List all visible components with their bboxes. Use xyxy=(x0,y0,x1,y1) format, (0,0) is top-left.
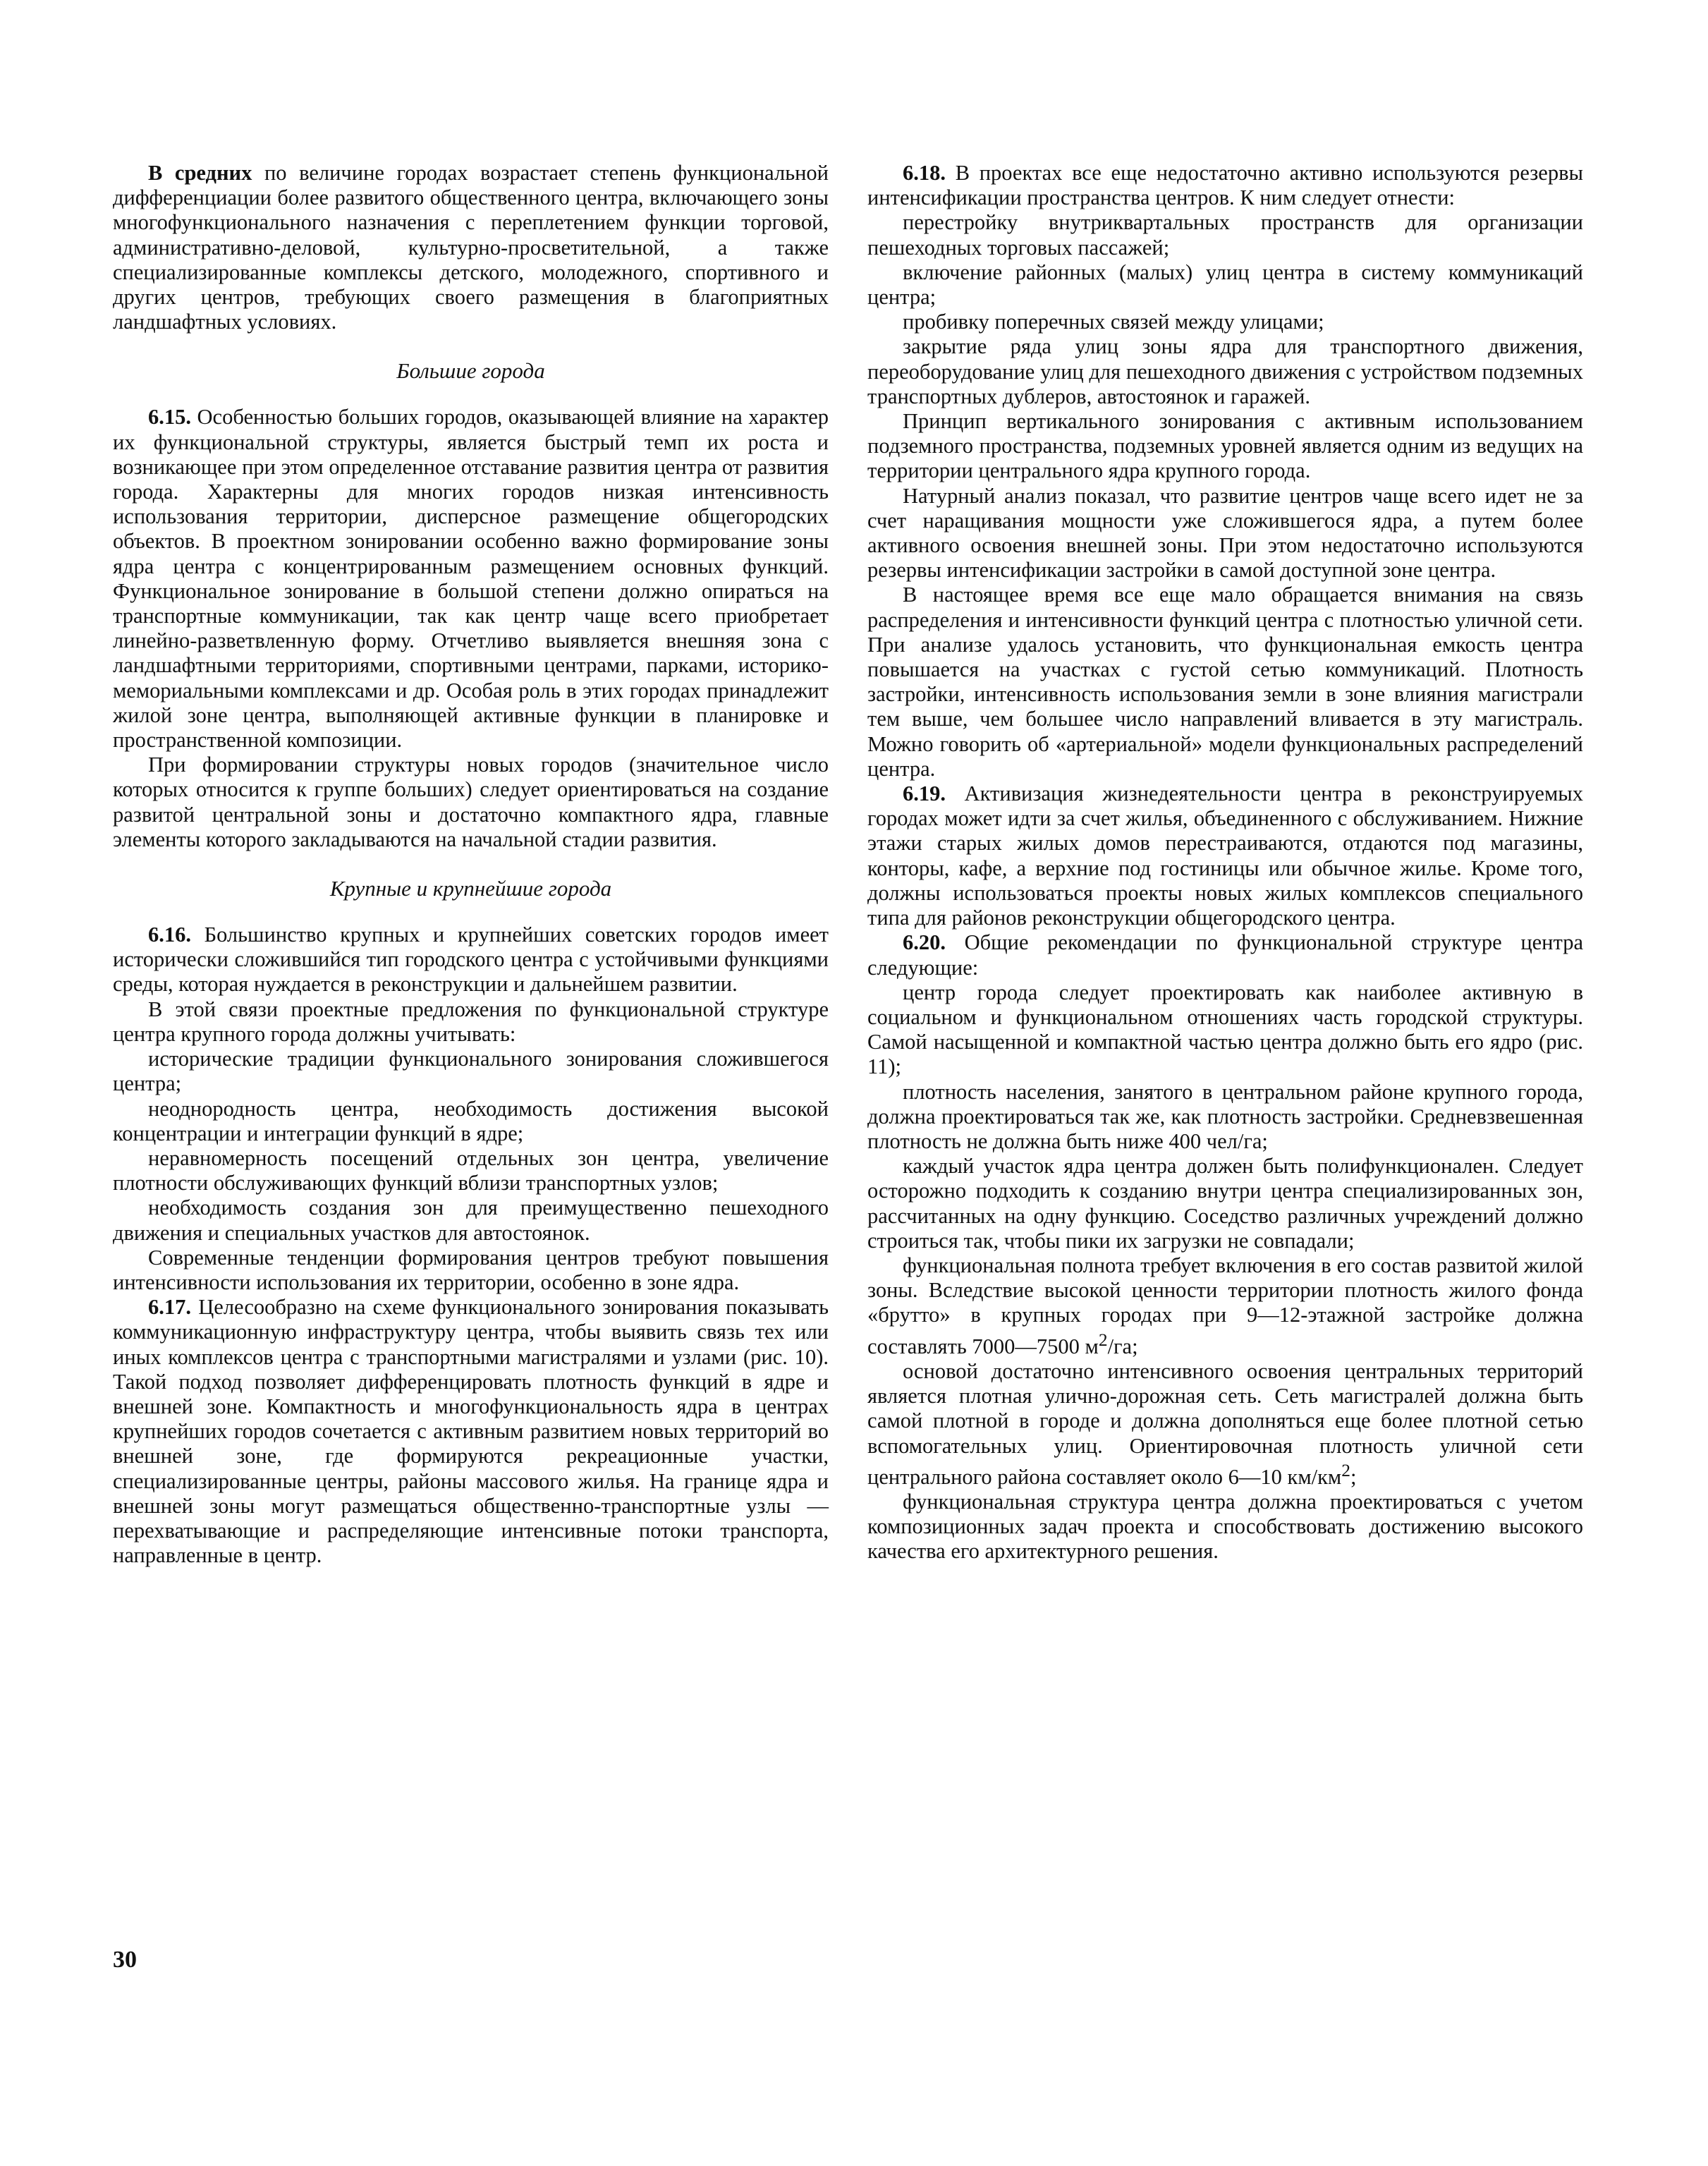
clause-number: 6.19. xyxy=(903,781,946,806)
list-item: включение районных (малых) улиц центра в систему коммуникаций центра; xyxy=(867,260,1583,310)
list-item: центр города следует проектировать как наиболее активную в социальном и функциональном отношениях часть городской структуры. Самой насыщенной и компактной частью центра должно быть его ядро (рис. 11); xyxy=(867,980,1583,1079)
paragraph-trends: Современные тенденции формирования центров требуют повышения интенсивности использования их территории, особенно в зоне ядра. xyxy=(113,1245,829,1294)
list-item: плотность населения, занятого в центральном районе крупного города, должна проектироваться так же, как плотность застройки. Средневзвешенная плотность не должна быть ниже 400 чел/га; xyxy=(867,1079,1583,1153)
paragraph-vertical-zoning: Принцип вертикального зонирования с активным использованием подземного пространства, подземных уровней является одним из ведущих на территории центрального ядра крупного города. xyxy=(867,409,1583,483)
paragraph-field-analysis: Натурный анализ показал, что развитие центров чаще всего идет не за счет наращивания мощности уже сложившегося ядра, а путем более активного освоения внешней зоны. При этом недостаточно используются резервы интенсификации застройки в самой доступной зоне центра. xyxy=(867,483,1583,583)
clause-number: 6.16. xyxy=(148,923,191,947)
paragraph-6-20: 6.20. Общие рекомендации по функциональной структуре центра следующие: xyxy=(867,930,1583,980)
paragraph-present-time: В настоящее время все еще мало обращается внимания на связь распределения и интенсивности функций центра с плотностью уличной сети. При анализе удалось установить, что функциональная емкость центра повышается на участках с густой сетью коммуникаций. Плотность застройки, интенсивность использования земли в зоне влияния магистрали тем выше, чем большее число направлений вливается в эту магистраль. Можно говорить об «артериальной» модели функциональных распределений центра. xyxy=(867,583,1583,781)
lead-bold: В средних xyxy=(148,161,252,185)
list-item: неоднородность центра, необходимость достижения высокой концентрации и интеграции функций в ядре; xyxy=(113,1096,829,1145)
paragraph-6-19: 6.19. Активизация жизнедеятельности центра в реконструируемых городах может идти за счет жилья, объединенного с обслуживанием. Нижние этажи старых жилых домов перестраиваются, отдаются под магазины, конторы, кафе, а верхние под гостиницы или обычное жилье. Кроме того, должны использоваться проекты новых жилых комплексов специального типа для районов реконструкции общегородского центра. xyxy=(867,781,1583,930)
paragraph-6-17: 6.17. Целесообразно на схеме функционального зонирования показывать коммуникационную инфраструктуру центра, чтобы выявить связь тех или иных комплексов центра с транспортными магистралями и узлами (рис. 10). Такой подход позволяет дифференцировать плотность функций в ядре и внешней зоне. Компактность и многофункциональность ядра в центрах крупнейших городов сочетается с активным развитием новых территорий во внешней зоне, где формируются рекреационные участки, специализированные центры, районы массового жилья. На границе ядра и внешней зоны могут размещаться общественно-транспортные узлы — перехватывающие и распределяющие интенсивные потоки транспорта, направленные в центр. xyxy=(113,1295,829,1568)
right-column xyxy=(867,161,1583,1564)
list-item: основой достаточно интенсивного освоения центральных территорий является плотная улично-дорожная сеть. Сеть магистралей должна быть самой плотной в городе и должна дополняться еще более плотной сетью вспомогательных улиц. Ориентировочная плотность уличной сети центрального района составляет около 6—10 $км/км^2$; xyxy=(867,1358,1583,1489)
section-heading-big-cities: Большие города xyxy=(396,358,545,384)
clause-number: 6.20. xyxy=(903,930,946,955)
list-item: каждый участок ядра центра должен быть полифункционален. Следует осторожно подходить к созданию внутри центра специализированных зон, рассчитанных на одну функцию. Соседство различных учреждений должно строиться так, чтобы пики их загрузки не совпадали; xyxy=(867,1154,1583,1253)
paragraph-6-16: 6.16. Большинство крупных и крупнейших советских городов имеет исторически сложившийся тип городского центра с устойчивыми функциями среды, которая нуждается в реконструкции и дальнейшем развитии. xyxy=(113,923,829,997)
page-number: 30 xyxy=(113,1947,137,1973)
list-item: функциональная структура центра должна проектироваться с учетом композиционных задач проекта и способствовать достижению высокого качества его архитектурного решения. xyxy=(867,1490,1583,1564)
list-item: закрытие ряда улиц зоны ядра для транспортного движения, переоборудование улиц для пешеходного движения с устройством подземных транспортных дублеров, автостоянок и гаражей. xyxy=(867,334,1583,408)
clause-number: 6.17. xyxy=(148,1295,191,1320)
clause-number: 6.18. xyxy=(903,161,946,185)
left-column xyxy=(113,161,829,1568)
paragraph-new-cities: При формировании структуры новых городов (значительное число которых относится к группе больших) следует ориентироваться на создание развитой центральной зоны и достаточно компактного ядра, главные элементы которого закладываются на начальной стадии развития. xyxy=(113,753,829,851)
section-heading-large-cities: Крупные и крупнейшие города xyxy=(329,876,612,901)
list-item: функциональная полнота требует включения в его состав развитой жилой зоны. Вследствие высокой ценности территории плотность жилого фонда «брутто» в крупных городах при 9—12-этажной застройке должна составлять 7000—7500 $м^2/га$; xyxy=(867,1253,1583,1358)
paragraph-proposals: В этой связи проектные предложения по функциональной структуре центра крупного города должны учитывать: xyxy=(113,997,829,1046)
list-item: исторические традиции функционального зонирования сложившегося центра; xyxy=(113,1047,829,1096)
clause-number: 6.15. xyxy=(148,405,191,430)
list-item: необходимость создания зон для преимущественно пешеходного движения и специальных участков для автостоянок. xyxy=(113,1195,829,1245)
paragraph-medium-cities: В средних по величине городах возрастает степень функциональной дифференциации более развитого общественного центра, включающего зоны многофункционального назначения с переплетением функции торговой, административно-деловой, культурно-просветительной, а также специализированные комплексы детского, молодежного, спортивного и других центров, требующих своего размещения в благоприятных ландшафтных условиях. xyxy=(113,161,829,334)
paragraph-6-15: 6.15. Особенностью больших городов, оказывающей влияние на характер их функциональной структуры, является быстрый темп их роста и возникающее при этом определенное отставание развития центра от развития города. Характерны для многих городов низкая интенсивность использования территории, дисперсное размещение общегородских объектов. В проектном зонировании особенно важно формирование зоны ядра центра с концентрированным размещением основных функций. Функциональное зонирование в большой степени должно опираться на транспортные коммуникации, так как центр чаще всего приобретает линейно-разветвленную форму. Отчетливо выявляется внешняя зона с ландшафтными территориями, спортивными центрами, парками, историко-мемориальными комплексами и др. Особая роль в этих городах принадлежит жилой зоне центра, выполняющей активные функции в планировке и пространственной композиции. xyxy=(113,405,829,753)
paragraph-6-18: 6.18. В проектах все еще недостаточно активно используются резервы интенсификации пространства центров. К ним следует отнести: xyxy=(867,161,1583,210)
list-item: перестройку внутриквартальных пространств для организации пешеходных торговых пассажей; xyxy=(867,210,1583,260)
list-item: пробивку поперечных связей между улицами; xyxy=(903,310,1324,334)
list-item: неравномерность посещений отдельных зон центра, увеличение плотности обслуживающих функций вблизи транспортных узлов; xyxy=(113,1145,829,1195)
